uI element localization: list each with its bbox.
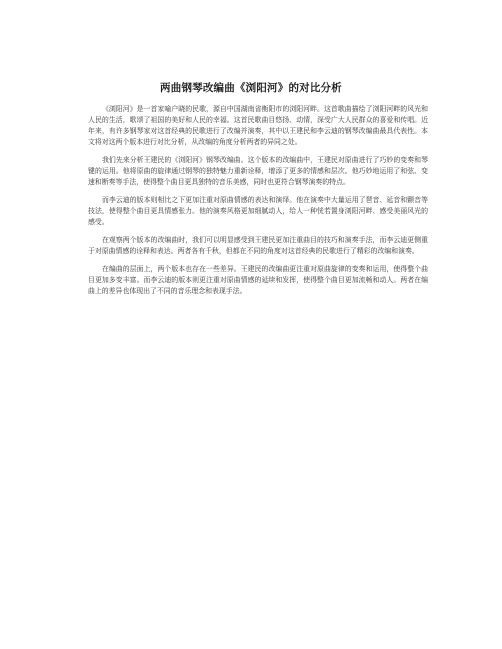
paragraph-2: 我们先来分析王建民的《浏阳河》钢琴改编曲。这个版本的改编曲中，王建民对原曲进行了巧妙的变奏和琴键的运用。他将原曲的旋律通过钢琴的独特魅力重新诠释，增添了更多的情感和层次。他巧妙地运用了和弦、变速和断奏等手法，使得整个曲目更具独特的音乐美感，同时也更符合钢琴演奏的特点。 — [88, 156, 428, 186]
paragraph-3: 而李云迪的版本则相比之下更加注重对原曲情感的表达和演绎。他在演奏中大量运用了琶音、延音和颤音等技法，使得整个曲目更具情感张力。他的演奏风格更加细腻动人，给人一种恍若置身浏阳河畔、感受美丽风光的感受。 — [88, 196, 428, 226]
paragraph-4: 在观察两个版本的改编曲时，我们可以明显感受到王建民更加注重曲目的技巧和演奏手法，而李云迪更侧重于对原曲情感的诠释和表达。两者各有千秋，但都在不同的角度对这首经典的民歌进行了精彩的改编和演奏。 — [88, 236, 428, 255]
document-body — [88, 104, 428, 304]
paragraph-5: 在编曲的层面上，两个版本也存在一些差异。王建民的改编曲更注重对原曲旋律的变奏和运用，使得整个曲目更加多变丰富。而李云迪的版本则更注重对原曲情感的延续和发挥，使得整个曲目更加流畅和动人。两者在编曲上的差异也体现出了不同的音乐理念和表现手法。 — [88, 265, 428, 295]
paragraph-1: 《浏阳河》是一首家喻户晓的民歌，源自中国湖南省衡阳市的浏阳河畔。这首歌曲描绘了浏阳河畔的风光和人民的生活，歌颂了祖国的美好和人民的幸福。这首民歌曲目悠扬、动情，深受广大人民群众的喜爱和传唱。近年来，有许多钢琴家对这首经典的民歌进行了改编并演奏，其中以王建民和李云迪的钢琴改编曲最具代表性。本文将对这两个版本进行对比分析，从改编的角度分析两者的异同之处。 — [88, 105, 428, 146]
document-title: 两曲钢琴改编曲《浏阳河》的对比分析 — [160, 82, 342, 94]
